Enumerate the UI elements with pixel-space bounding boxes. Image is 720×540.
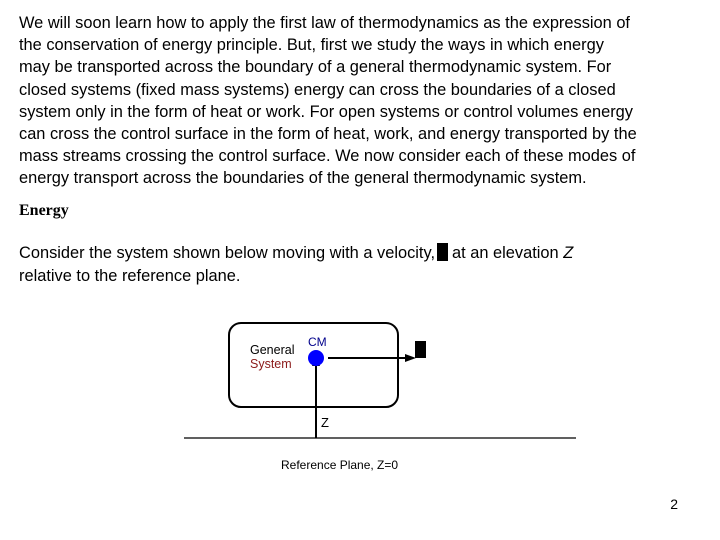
elevation-symbol: Z xyxy=(563,244,574,262)
intro-line: may be transported across the boundary of a general thermodynamic system. For xyxy=(19,58,612,77)
intro-line: system only in the form of heat or work. For open systems or control volumes energy xyxy=(19,102,633,121)
cm-label: CM xyxy=(308,335,327,349)
intro-line: energy transport across the boundaries of the general thermodynamic system. xyxy=(19,169,587,188)
intro-line: We will soon learn how to apply the first law of thermodynamics as the expression of xyxy=(19,14,630,32)
system-label-system: System xyxy=(250,357,292,371)
center-of-mass-dot xyxy=(308,350,324,366)
consider-text-2: at an elevation xyxy=(452,244,559,262)
velocity-vector-symbol xyxy=(415,341,426,358)
intro-line: mass streams crossing the control surface. We now consider each of these modes of xyxy=(19,147,636,166)
page-number: 2 xyxy=(670,496,678,512)
intro-line: closed systems (fixed mass systems) energy can cross the boundaries of a closed xyxy=(19,80,616,99)
z-label: Z xyxy=(321,415,329,430)
velocity-arrowhead xyxy=(405,354,416,362)
intro-line: can cross the control surface in the form of heat, work, and energy transported by the xyxy=(19,125,637,144)
system-label-general: General xyxy=(250,343,295,357)
reference-plane-label: Reference Plane, Z=0 xyxy=(281,458,399,472)
consider-text-1: Consider the system shown below moving with a velocity, xyxy=(19,244,436,262)
section-heading: Energy xyxy=(19,202,69,219)
consider-line-2: relative to the reference plane. xyxy=(19,266,241,285)
intro-line: the conservation of energy principle. But, first we study the ways in which energy xyxy=(19,36,604,55)
